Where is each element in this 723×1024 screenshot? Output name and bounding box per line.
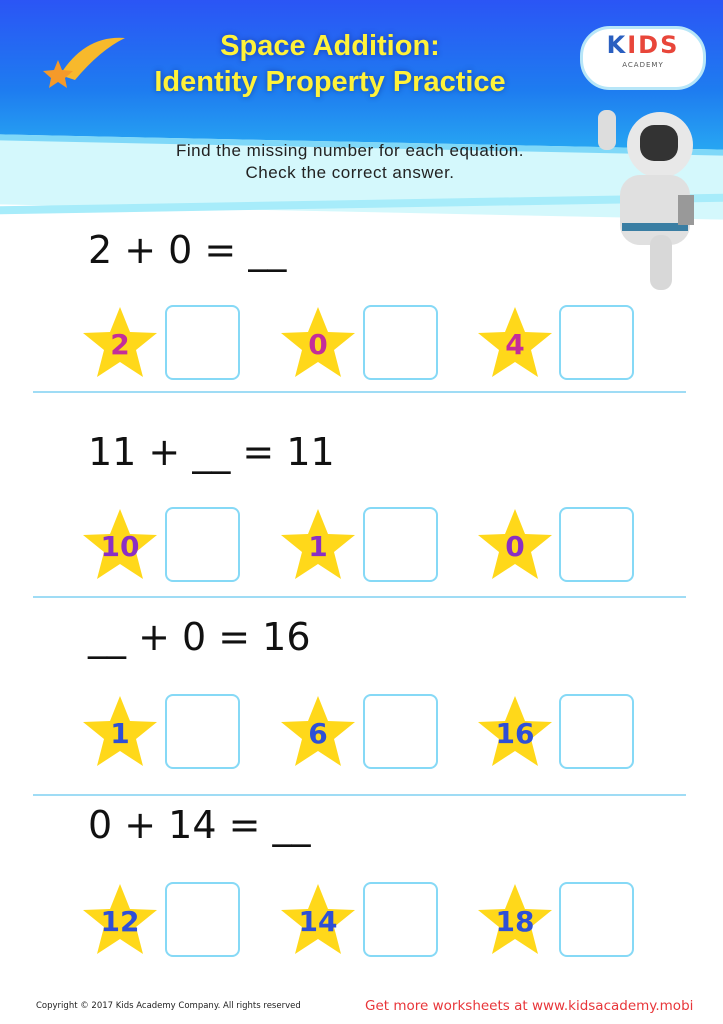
divider: [33, 794, 686, 796]
divider: [33, 391, 686, 393]
astronaut-illustration: [590, 105, 710, 300]
copyright: Copyright © 2017 Kids Academy Company. All rights reserved: [36, 1001, 301, 1011]
answer-checkbox[interactable]: [559, 882, 634, 957]
kids-academy-logo[interactable]: KIDS ACADEMY: [580, 26, 706, 90]
equation: 0 + 14 = __: [88, 803, 311, 847]
answer-star: [278, 692, 358, 772]
answer-star: [278, 505, 358, 585]
option-number: 16: [495, 717, 535, 750]
answer-star: [278, 880, 358, 960]
answer-star: [80, 505, 160, 585]
equation: 11 + __ = 11: [88, 430, 335, 474]
option-number: 0: [308, 328, 328, 361]
divider: [33, 596, 686, 598]
answer-checkbox[interactable]: [165, 882, 240, 957]
answer-star: [475, 880, 555, 960]
answer-star: [475, 303, 555, 383]
option-number: 18: [495, 905, 535, 938]
answer-checkbox[interactable]: [165, 507, 240, 582]
equation: 2 + 0 = __: [88, 228, 287, 272]
answer-star: [475, 505, 555, 585]
equation: __ + 0 = 16: [88, 615, 311, 659]
option-number: 6: [308, 717, 328, 750]
answer-checkbox[interactable]: [363, 694, 438, 769]
answer-checkbox[interactable]: [363, 305, 438, 380]
answer-checkbox[interactable]: [363, 882, 438, 957]
answer-star: [80, 303, 160, 383]
answer-checkbox[interactable]: [559, 694, 634, 769]
option-number: 1: [308, 530, 328, 563]
answer-star: [80, 692, 160, 772]
option-number: 4: [505, 328, 525, 361]
option-number: 2: [110, 328, 130, 361]
answer-star: [475, 692, 555, 772]
answer-checkbox[interactable]: [559, 507, 634, 582]
option-number: 10: [100, 530, 140, 563]
promo-link[interactable]: Get more worksheets at www.kidsacademy.mobi: [365, 998, 694, 1014]
page-title: Space Addition: Identity Property Practice: [154, 30, 506, 98]
option-number: 1: [110, 717, 130, 750]
answer-star: [80, 880, 160, 960]
option-number: 12: [100, 905, 140, 938]
answer-checkbox[interactable]: [165, 305, 240, 380]
instructions: Find the missing number for each equation. Check the correct answer.: [176, 141, 524, 182]
option-number: 0: [505, 530, 525, 563]
answer-star: [278, 303, 358, 383]
answer-checkbox[interactable]: [363, 507, 438, 582]
answer-checkbox[interactable]: [165, 694, 240, 769]
answer-checkbox[interactable]: [559, 305, 634, 380]
option-number: 14: [298, 905, 338, 938]
